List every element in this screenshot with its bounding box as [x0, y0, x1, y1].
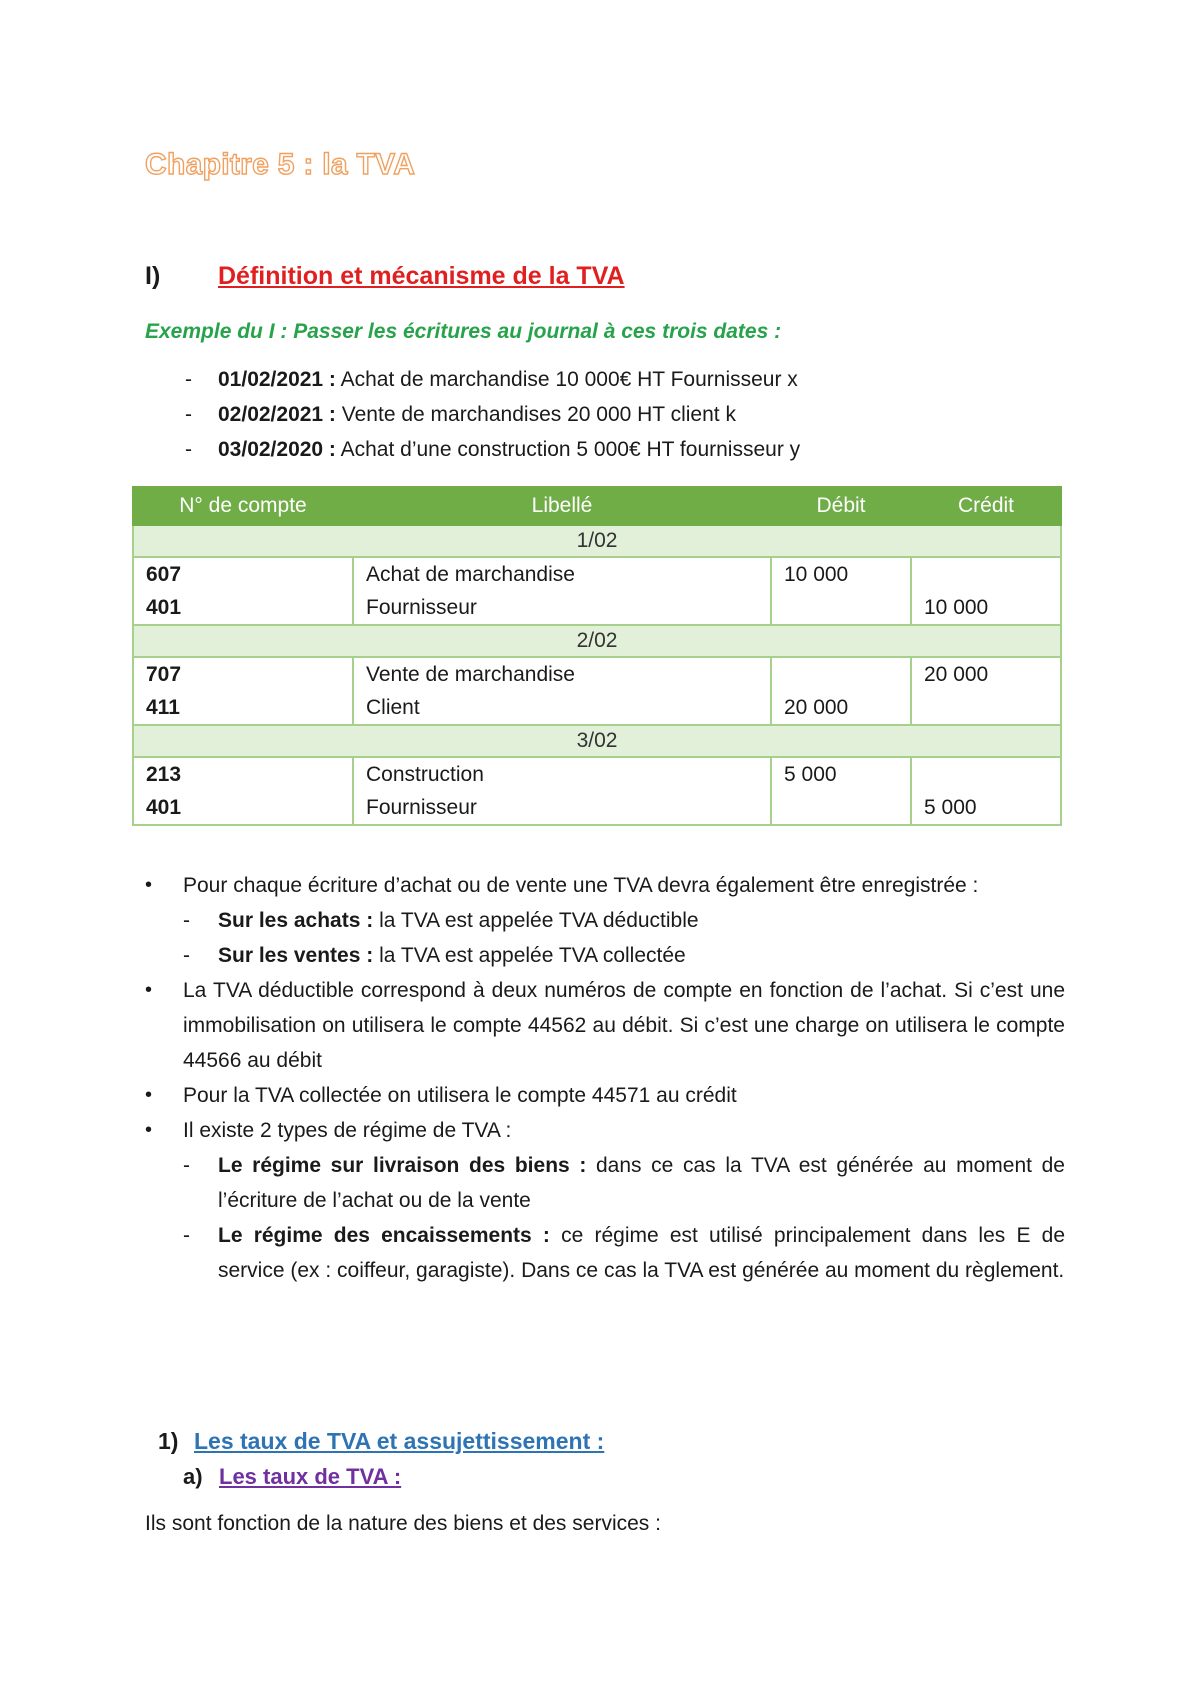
credit-cell — [911, 657, 1061, 725]
credit-value — [924, 558, 1048, 591]
list-item — [145, 1078, 1065, 1113]
credit-value: 10 000 — [924, 596, 989, 619]
label-cell — [353, 557, 771, 625]
list-item — [145, 1218, 1071, 1288]
debit-value: 5 000 — [784, 763, 837, 786]
bullet-bold: Sur les achats : — [218, 909, 374, 932]
subsection-heading — [158, 1428, 604, 1455]
bullet-text: dans ce cas la TVA est générée au moment de l’écriture de l’achat ou de la vente — [218, 1154, 1071, 1212]
account-number: 401 — [146, 796, 182, 819]
account-cell — [133, 657, 353, 725]
debit-value: 10 000 — [784, 563, 849, 586]
bullet-text: Pour chaque écriture d’achat ou de vente une TVA devra également être enregistrée : — [183, 874, 979, 897]
entry-date: 02/02/2021 : — [218, 403, 336, 426]
table-row — [133, 757, 1061, 825]
date-cell: 1/02 — [133, 525, 1061, 557]
entry-text: Vente de marchandises 20 000 HT client k — [335, 403, 736, 426]
dash-marker: - — [185, 438, 192, 461]
credit-value — [924, 758, 1048, 791]
label-text: Fournisseur — [366, 596, 477, 619]
list-item — [185, 368, 800, 403]
bullet-marker: • — [145, 1119, 153, 1141]
table-header-row — [133, 487, 1061, 525]
table-row — [133, 557, 1061, 625]
chapter-title: Chapitre 5 : la TVA — [145, 148, 416, 181]
credit-cell — [911, 757, 1061, 825]
debit-cell — [771, 757, 911, 825]
date-cell: 3/02 — [133, 725, 1061, 757]
subsubsection-number: a) — [183, 1464, 203, 1489]
dash-marker: - — [185, 403, 192, 426]
label-cell — [353, 657, 771, 725]
credit-value — [924, 691, 1048, 724]
bullet-text: ce régime est utilisé principalement dans les E de service (ex : coiffeur, garagiste). Dans ce cas la TVA est générée au moment du règlement. — [218, 1224, 1071, 1282]
closing-paragraph: Ils sont fonction de la nature des biens et des services : — [145, 1512, 661, 1535]
bullet-text: La TVA déductible correspond à deux numéros de compte en fonction de l’achat. Si c’est une immobilisation on utilisera le compte 44562 au débit. Si c’est une charge on utilisera le compte 44566 au débit — [183, 979, 1065, 1072]
label-text: Fournisseur — [366, 796, 477, 819]
entry-date: 03/02/2020 : — [218, 438, 336, 461]
date-row — [133, 625, 1061, 657]
label-text: Construction — [366, 763, 484, 786]
bullet-text: Il existe 2 types de régime de TVA : — [183, 1119, 512, 1142]
section-number: I) — [145, 262, 161, 290]
label-text: Achat de marchandise — [366, 563, 575, 586]
label-text: Client — [366, 696, 420, 719]
account-number: 607 — [146, 563, 182, 586]
bullet-bold: Le régime sur livraison des biens : — [218, 1154, 587, 1177]
bullet-bold: Le régime des encaissements : — [218, 1224, 550, 1247]
list-item — [145, 868, 1065, 903]
subsubsection-title: Les taux de TVA : — [219, 1464, 402, 1489]
list-item — [145, 1148, 1071, 1218]
account-number: 401 — [146, 596, 182, 619]
header-account: N° de compte — [133, 487, 353, 525]
table-row — [133, 657, 1061, 725]
bullet-list — [145, 868, 1071, 1288]
debit-value — [784, 791, 898, 824]
account-number: 213 — [146, 763, 182, 786]
bullet-marker: • — [145, 979, 153, 1001]
credit-value: 5 000 — [924, 796, 977, 819]
entry-date: 01/02/2021 : — [218, 368, 336, 391]
list-item — [145, 903, 1065, 938]
bullet-marker: • — [145, 874, 153, 896]
bullet-text: la TVA est appelée TVA collectée — [373, 944, 686, 967]
journal-table — [132, 486, 1062, 826]
entry-text: Achat d’une construction 5 000€ HT fournisseur y — [335, 438, 801, 461]
bullet-text: la TVA est appelée TVA déductible — [373, 909, 699, 932]
dash-marker: - — [183, 944, 190, 967]
label-cell — [353, 757, 771, 825]
entry-list — [185, 368, 800, 473]
account-cell — [133, 557, 353, 625]
debit-cell — [771, 557, 911, 625]
debit-value — [784, 591, 898, 624]
header-credit: Crédit — [911, 487, 1061, 525]
subsection-title: Les taux de TVA et assujettissement : — [194, 1428, 605, 1454]
debit-cell — [771, 657, 911, 725]
example-heading: Exemple du I : Passer les écritures au journal à ces trois dates : — [145, 320, 782, 343]
subsection-number: 1) — [158, 1428, 179, 1454]
date-cell: 2/02 — [133, 625, 1061, 657]
bullet-marker: • — [145, 1084, 153, 1106]
header-label: Libellé — [353, 487, 771, 525]
label-text: Vente de marchandise — [366, 663, 575, 686]
bullet-text: Pour la TVA collectée on utilisera le compte 44571 au crédit — [183, 1084, 737, 1107]
date-row — [133, 725, 1061, 757]
debit-value: 20 000 — [784, 696, 849, 719]
subsubsection-heading — [183, 1464, 401, 1490]
account-cell — [133, 757, 353, 825]
list-item — [185, 438, 800, 473]
list-item — [145, 973, 1065, 1078]
list-item — [145, 1113, 1065, 1148]
account-number: 411 — [146, 696, 180, 719]
dash-marker: - — [183, 1224, 190, 1247]
bullet-bold: Sur les ventes : — [218, 944, 374, 967]
entry-text: Achat de marchandise 10 000€ HT Fournisseur x — [335, 368, 798, 391]
list-item — [145, 938, 1065, 973]
account-number: 707 — [146, 663, 182, 686]
debit-value — [784, 658, 898, 691]
dash-marker: - — [185, 368, 192, 391]
date-row — [133, 525, 1061, 557]
list-item — [185, 403, 800, 438]
dash-marker: - — [183, 909, 190, 932]
credit-cell — [911, 557, 1061, 625]
section-title: Définition et mécanisme de la TVA — [218, 262, 625, 290]
dash-marker: - — [183, 1154, 190, 1177]
header-debit: Débit — [771, 487, 911, 525]
credit-value: 20 000 — [924, 663, 989, 686]
